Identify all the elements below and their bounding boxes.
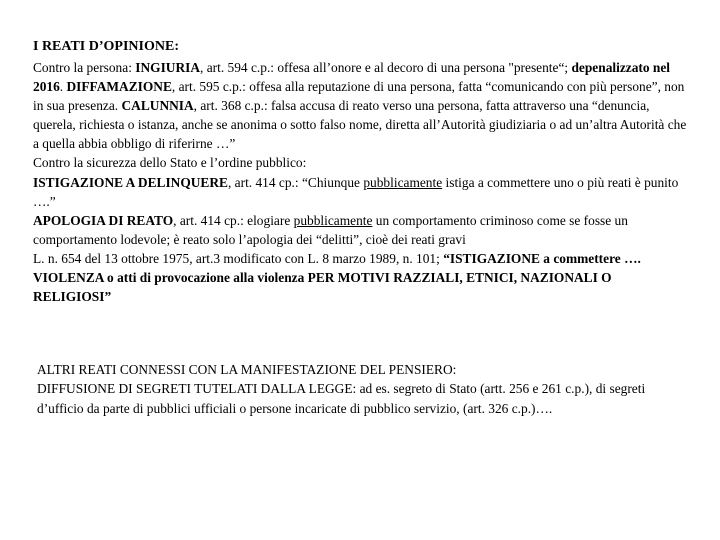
separator: .: [59, 79, 67, 95]
persona-intro: Contro la persona:: [33, 60, 136, 75]
paragraph-legge: [33, 249, 693, 306]
altri-reati-heading: ALTRI REATI CONNESSI CON LA MANIFESTAZIONE DEL PENSIERO:: [37, 362, 457, 377]
pubblicamente-underlined-2: pubblicamente: [293, 212, 373, 228]
diffamazione-text: , art. 595 c.p.: offesa alla reputazione di una persona, fatta “comunicando con più persone”, non in sua presenza.: [33, 79, 685, 114]
istigazione-text-1: , art. 414 cp.: “Chiunque: [227, 174, 364, 190]
page-title: I REATI D’OPINIONE:: [33, 39, 179, 54]
calunnia-label: CALUNNIA: [121, 98, 194, 114]
pubblicamente-underlined-1: pubblicamente: [363, 174, 443, 190]
ingiuria-label: INGIURIA: [135, 60, 201, 75]
legge-text: L. n. 654 del 13 ottobre 1975, art.3 modificato con L. 8 marzo 1989, n. 101;: [33, 250, 444, 266]
depenalizzato-text: depenalizzato nel 2016: [33, 60, 671, 95]
paragraph-istigazione: [33, 173, 693, 211]
calunnia-text: , art. 368 c.p.: falsa accusa di reato verso una persona, fatta attraverso una “denuncia, querela, richiesta o istanza, anche se anonima o sotto falso nome, diretta all’Autorità giudiziaria o ad un’altra Autorità che a quella abbia obbligo di riferirne …”: [33, 98, 687, 152]
diffamazione-label: DIFFAMAZIONE: [66, 79, 172, 95]
istigazione-label: ISTIGAZIONE A DELINQUERE: [33, 174, 228, 190]
secondary-text-block: [37, 360, 687, 418]
legge-bold: “ISTIGAZIONE a commettere …. VIOLENZA o atti di provocazione alla violenza PER MOTIVI RAZZIALI, ETNICI, NAZIONALI O RELIGIOSI”: [33, 250, 641, 305]
segreti-text: : ad es. segreto di Stato (artt. 256 e 261 c.p.), di segreti d’ufficio da parte di pubblici ufficiali o persone incaricate di pubblico servizio, (art. 326 c.p.)….: [37, 381, 646, 416]
segreti-label: DIFFUSIONE DI SEGRETI TUTELATI DALLA LEGGE: [37, 381, 353, 397]
istigazione-text-2: istiga a commettere uno o più reati è punito ….”: [33, 174, 679, 209]
ingiuria-text: , art. 594 c.p.: offesa all’onore e al decoro di una persona "presente“;: [200, 60, 572, 75]
main-text-block: [33, 36, 693, 306]
paragraph-segreti: [37, 379, 687, 418]
apologia-label: APOLOGIA DI REATO: [33, 212, 174, 228]
apologia-text-1: , art. 414 cp.: elogiare: [173, 212, 294, 228]
apologia-text-2: un comportamento criminoso come se fosse un comportamento lodevole; è reato solo l’apologia dei “delitti”, cioè dei reati gravi: [33, 212, 628, 247]
paragraph-persona: [33, 58, 693, 153]
paragraph-apologia: [33, 211, 693, 249]
paragraph-stato-intro: Contro la sicurezza dello Stato e l’ordine pubblico:: [33, 155, 307, 171]
